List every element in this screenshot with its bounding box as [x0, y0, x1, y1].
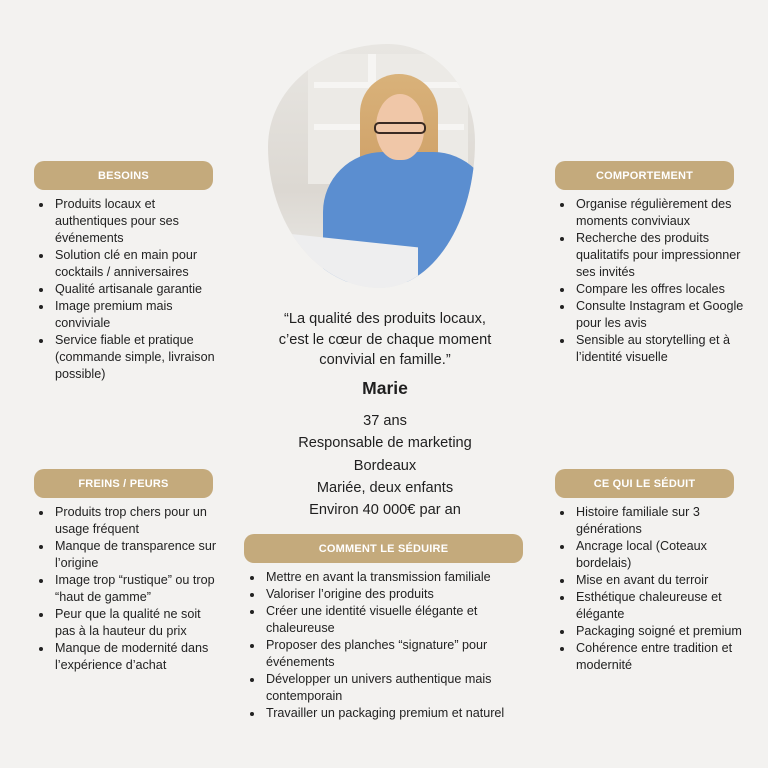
list-item: Produits trop chers pour un usage fréquent [34, 504, 224, 538]
persona-name: Marie [362, 378, 408, 398]
besoins-header: BESOINS [34, 161, 213, 190]
list-item: Travailler un packaging premium et naturel [245, 705, 530, 722]
list-item: Image trop “rustique” ou trop “haut de gamme” [34, 572, 224, 606]
besoins-list [34, 196, 219, 383]
list-item: Qualité artisanale garantie [34, 281, 219, 298]
persona-age: 37 ans [363, 413, 407, 429]
list-item: Service fiable et pratique (commande simple, livraison possible) [34, 332, 219, 383]
list-item: Créer une identité visuelle élégante et chaleureuse [245, 603, 530, 637]
persona-city: Bordeaux [353, 457, 417, 474]
list-item: Recherche des produits qualitatifs pour impressionner ses invités [555, 230, 745, 281]
list-item: Histoire familiale sur 3 générations [555, 504, 745, 538]
persona-photo [268, 44, 475, 288]
list-item: Ancrage local (Coteaux bordelais) [555, 538, 745, 572]
list-item: Valoriser l’origine des produits [245, 586, 530, 603]
comportement-header: COMPORTEMENT [555, 161, 734, 190]
list-item: Développer un univers authentique mais contemporain [245, 671, 530, 705]
list-item: Manque de transparence sur l’origine [34, 538, 224, 572]
persona-income: Environ 40 000€ par an [309, 502, 461, 519]
seduit-header: CE QUI LE SÉDUIT [555, 469, 734, 498]
quote-line: c’est le cœur de chaque moment [278, 331, 492, 348]
list-item: Organise régulièrement des moments conviviaux [555, 196, 745, 230]
persona-job: Responsable de marketing [298, 435, 472, 452]
list-item: Mise en avant du terroir [555, 572, 745, 589]
persona-details [240, 410, 530, 521]
list-item: Packaging soigné et premium [555, 623, 745, 640]
list-item: Proposer des planches “signature” pour événements [245, 637, 530, 671]
seduire-header: COMMENT LE SÉDUIRE [244, 534, 523, 563]
list-item: Consulte Instagram et Google pour les avis [555, 298, 745, 332]
list-item: Solution clé en main pour cocktails / anniversaires [34, 247, 219, 281]
quote-line: convivial en famille.” [319, 352, 451, 368]
freins-header: FREINS / PEURS [34, 469, 213, 498]
persona-family: Mariée, deux enfants [316, 479, 454, 496]
seduire-list [245, 569, 530, 722]
list-item: Cohérence entre tradition et modernité [555, 640, 745, 674]
list-item: Compare les offres locales [555, 281, 745, 298]
list-item: Peur que la qualité ne soit pas à la hauteur du prix [34, 606, 224, 640]
quote-line: “La qualité des produits locaux, [283, 311, 486, 327]
freins-list [34, 504, 224, 674]
comportement-list [555, 196, 745, 366]
list-item: Produits locaux et authentiques pour ses événements [34, 196, 219, 247]
list-item: Esthétique chaleureuse et élégante [555, 589, 745, 623]
list-item: Manque de modernité dans l’expérience d’achat [34, 640, 224, 674]
persona-quote [240, 309, 530, 371]
list-item: Mettre en avant la transmission familiale [245, 569, 530, 586]
list-item: Sensible au storytelling et à l’identité visuelle [555, 332, 745, 366]
glasses-icon [374, 122, 426, 134]
list-item: Image premium mais conviviale [34, 298, 219, 332]
seduit-list [555, 504, 745, 674]
